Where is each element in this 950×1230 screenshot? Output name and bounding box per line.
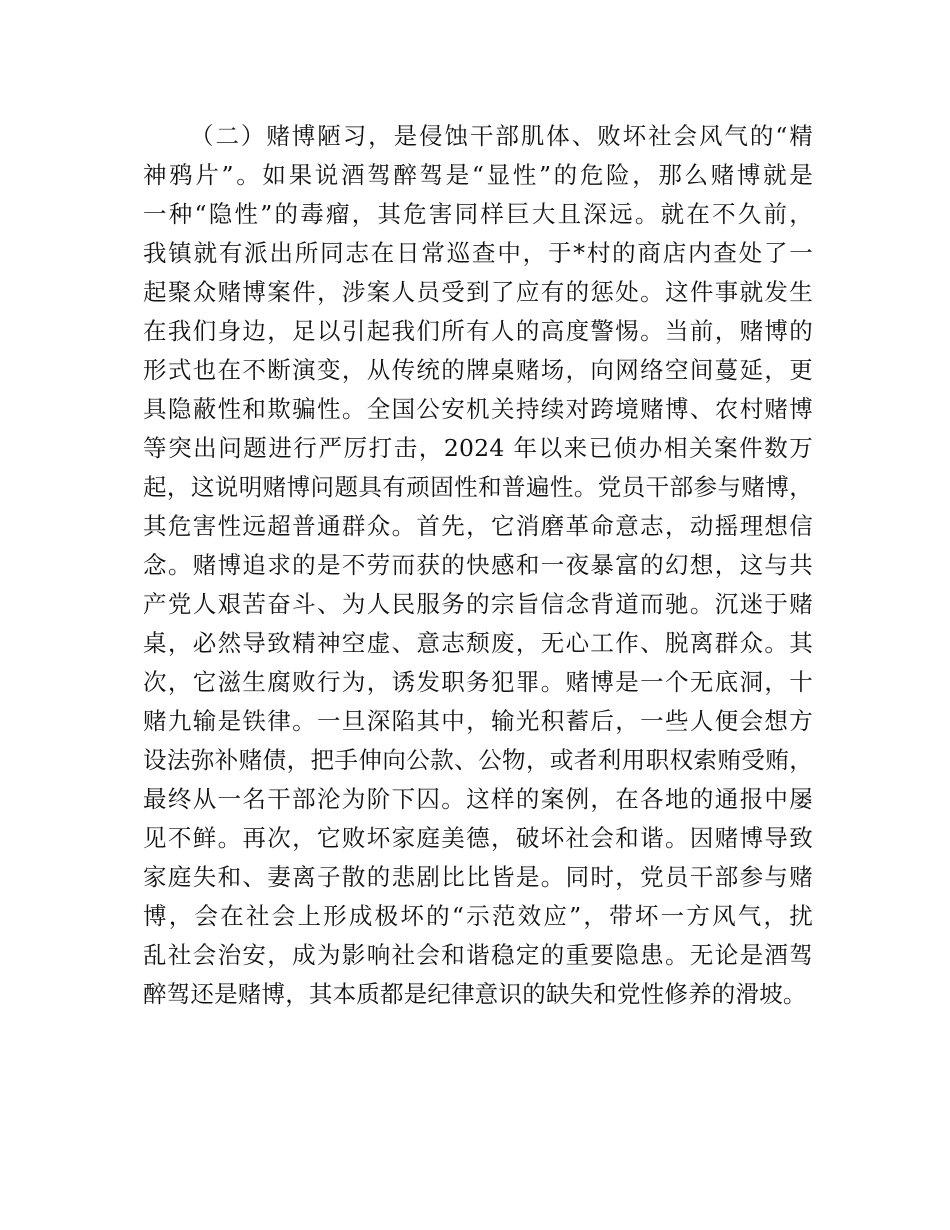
paragraph-line: （二）赌博陋习，是侵蚀干部肌体、败坏社会风气的“精 xyxy=(190,122,813,150)
body-paragraph xyxy=(143,117,813,1014)
paragraph-line: 醉驾还是赌博，其本质都是纪律意识的缺失和党性修养的滑坡。 xyxy=(143,980,807,1008)
paragraph-line: 家庭失和、妻离子散的悲剧比比皆是。同时，党员干部参与赌 xyxy=(143,863,813,891)
paragraph-line: 次，它滋生腐败行为，诱发职务犯罪。赌博是一个无底洞，十 xyxy=(143,668,813,696)
paragraph-line: 桌，必然导致精神空虚、意志颓废，无心工作、脱离群众。其 xyxy=(143,629,813,657)
paragraph-line: 产党人艰苦奋斗、为人民服务的宗旨信念背道而驰。沉迷于赌 xyxy=(143,590,813,618)
paragraph-line: 起，这说明赌博问题具有顽固性和普遍性。党员干部参与赌博， xyxy=(143,473,813,501)
paragraph-line: 起聚众赌博案件，涉案人员受到了应有的惩处。这件事就发生 xyxy=(143,278,813,306)
paragraph-line: 设法弥补赌债，把手伸向公款、公物，或者利用职权索贿受贿， xyxy=(143,746,813,774)
paragraph-line: 具隐蔽性和欺骗性。全国公安机关持续对跨境赌博、农村赌博 xyxy=(143,395,813,423)
paragraph-line: 博，会在社会上形成极坏的“示范效应”，带坏一方风气，扰 xyxy=(143,902,813,930)
paragraph-line: 等突出问题进行严厉打击，2024 年以来已侦办相关案件数万 xyxy=(143,434,813,462)
paragraph-line: 形式也在不断演变，从传统的牌桌赌场，向网络空间蔓延，更 xyxy=(143,356,813,384)
paragraph-line: 乱社会治安，成为影响社会和谐稳定的重要隐患。无论是酒驾 xyxy=(143,941,813,969)
paragraph-line: 赌九输是铁律。一旦深陷其中，输光积蓄后，一些人便会想方 xyxy=(143,707,813,735)
paragraph-line: 我镇就有派出所同志在日常巡查中，于*村的商店内查处了一 xyxy=(143,239,813,267)
paragraph-line: 其危害性远超普通群众。首先，它消磨革命意志，动摇理想信 xyxy=(143,512,813,540)
paragraph-line: 一种“隐性”的毒瘤，其危害同样巨大且深远。就在不久前， xyxy=(143,200,813,228)
paragraph-line: 念。赌博追求的是不劳而获的快感和一夜暴富的幻想，这与共 xyxy=(143,551,813,579)
paragraph-line: 最终从一名干部沦为阶下囚。这样的案例，在各地的通报中屡 xyxy=(143,785,813,813)
paragraph-line: 在我们身边，足以引起我们所有人的高度警惕。当前，赌博的 xyxy=(143,317,813,345)
paragraph-line: 神鸦片”。如果说酒驾醉驾是“显性”的危险，那么赌博就是 xyxy=(143,161,813,189)
paragraph-line: 见不鲜。再次，它败坏家庭美德，破坏社会和谐。因赌博导致 xyxy=(143,824,813,852)
